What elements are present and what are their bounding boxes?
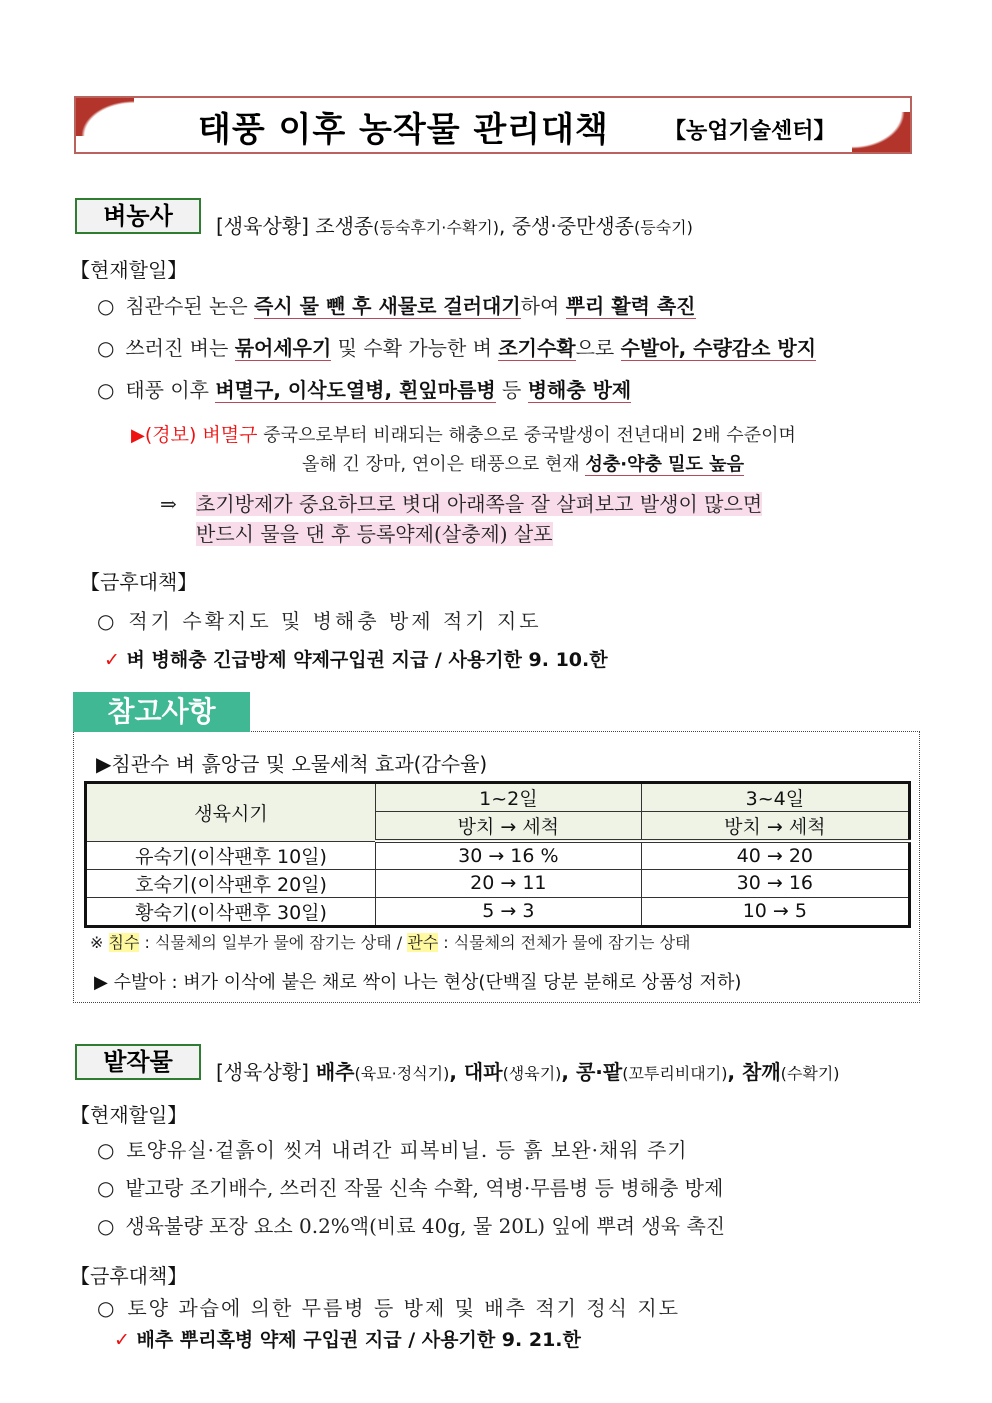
page-title: 태풍 이후 농작물 관리대책 bbox=[198, 110, 609, 150]
cell-value: 5 → 3 bbox=[376, 897, 642, 926]
emphasis-text: 묶어세우기 bbox=[234, 336, 332, 360]
warning-text: 중국으로부터 비래되는 해충으로 중국발생이 전년대비 2배 수준이며 bbox=[263, 425, 796, 446]
table-row bbox=[86, 897, 910, 926]
warning-text: 올해 긴 장마, 연이은 태풍으로 현재 bbox=[302, 454, 586, 475]
section-tag-rice: 벼농사 bbox=[75, 198, 201, 234]
circle-bullet-icon: ○ bbox=[97, 336, 115, 360]
status-text: (꼬투리비대기) bbox=[622, 1064, 728, 1083]
status-label: [생육상황] bbox=[216, 1060, 309, 1084]
header-sub: 방치 → 세척 bbox=[641, 812, 909, 842]
page-subtitle: 【농업기술센터】 bbox=[664, 119, 836, 144]
status-text: , 참깨 bbox=[727, 1060, 781, 1084]
status-text: 조생종 bbox=[308, 214, 374, 238]
item-text: 쓰러진 벼는 bbox=[125, 336, 235, 360]
rice-voucher-note bbox=[104, 645, 608, 672]
note-mark: ※ bbox=[90, 933, 109, 952]
rice-status-line bbox=[216, 210, 693, 239]
cell-value: 30 → 16 % bbox=[376, 841, 642, 869]
field-current-item bbox=[97, 1210, 725, 1239]
table-row bbox=[86, 841, 910, 869]
cell-stage: 유숙기(이삭팬후 10일) bbox=[86, 841, 376, 869]
circle-bullet-icon: ○ bbox=[97, 1138, 116, 1162]
checkmark-icon: ✓ bbox=[104, 649, 120, 671]
advice-line-2 bbox=[196, 518, 553, 547]
status-label: [생육상황] bbox=[216, 214, 309, 238]
status-text: , 대파 bbox=[449, 1060, 503, 1084]
section-tag-reference: 참고사항 bbox=[73, 692, 250, 732]
emphasis-text: 뿌리 활력 촉진 bbox=[565, 294, 696, 318]
item-text: 으로 bbox=[575, 336, 621, 360]
field-voucher-note bbox=[114, 1325, 581, 1352]
circle-bullet-icon: ○ bbox=[97, 294, 115, 318]
item-text: 하여 bbox=[520, 294, 566, 318]
item-text: 생육불량 포장 요소 0.2%액(비료 40g, 물 20L) 잎에 뿌려 생육 촉진 bbox=[125, 1214, 726, 1238]
rice-current-item bbox=[97, 290, 696, 319]
item-text: 토양 과습에 의한 무름병 등 방제 및 배추 적기 정식 지도 bbox=[127, 1296, 680, 1320]
field-current-heading: 【현재할일】 bbox=[70, 1103, 188, 1127]
item-text: 밭고랑 조기배수, 쓰러진 작물 신속 수확, 역병·무름병 등 병해충 방제 bbox=[125, 1176, 724, 1200]
banner-corner-decoration bbox=[852, 112, 912, 154]
definition-text: : 식물체의 일부가 물에 잠기는 상태 / bbox=[139, 933, 408, 952]
circle-bullet-icon: ○ bbox=[97, 378, 115, 402]
title-banner bbox=[74, 96, 912, 154]
emphasis-text: 병해충 방제 bbox=[527, 378, 632, 402]
triangle-marker-icon: ▶ bbox=[131, 425, 145, 446]
status-text: (등숙후기·수확기) bbox=[373, 218, 499, 237]
cell-value: 40 → 20 bbox=[641, 841, 909, 869]
advice-text: 초기방제가 중요하므로 볏대 아래쪽을 잘 살펴보고 발생이 많으면 bbox=[196, 492, 763, 516]
field-current-item bbox=[97, 1172, 723, 1201]
cell-stage: 호숙기(이삭팬후 20일) bbox=[86, 869, 376, 897]
planthopper-warning bbox=[131, 420, 796, 447]
status-text: , 중생·중만생종 bbox=[498, 214, 634, 238]
rice-current-item bbox=[97, 332, 816, 361]
cell-value: 30 → 16 bbox=[641, 869, 909, 897]
status-text: (생육기) bbox=[502, 1064, 562, 1083]
reference-table-title: ▶침관수 벼 흙앙금 및 오물세척 효과(감수율) bbox=[96, 752, 488, 776]
voucher-text: 벼 병해충 긴급방제 약제구입권 지급 / 사용기한 9. 10.한 bbox=[126, 649, 608, 671]
emphasis-text: 벼멸구, 이삭도열병, 흰잎마름병 bbox=[215, 378, 496, 402]
header-3-4-days: 3~4일 bbox=[641, 783, 909, 812]
field-future-item bbox=[97, 1292, 680, 1321]
item-text: 태풍 이후 bbox=[125, 378, 216, 402]
circle-bullet-icon: ○ bbox=[97, 1296, 117, 1320]
emphasis-text: 성충·약충 밀도 높음 bbox=[585, 454, 744, 475]
rice-current-item bbox=[97, 374, 631, 403]
status-text: , 콩·팥 bbox=[561, 1060, 623, 1084]
item-text: 적기 수확지도 및 병해충 방제 적기 지도 bbox=[128, 609, 542, 633]
emphasis-text: 조기수확 bbox=[498, 336, 576, 360]
status-text: 배추 bbox=[308, 1060, 355, 1084]
field-current-item bbox=[97, 1134, 688, 1163]
definition-note bbox=[90, 930, 691, 953]
circle-bullet-icon: ○ bbox=[97, 609, 118, 633]
implies-arrow-icon: ⇒ bbox=[160, 492, 177, 516]
banner-corner-decoration bbox=[74, 96, 134, 136]
header-1-2-days: 1~2일 bbox=[376, 783, 642, 812]
term-highlight: 관수 bbox=[407, 933, 439, 952]
cell-stage: 황숙기(이삭팬후 30일) bbox=[86, 897, 376, 926]
section-tag-field-crops: 밭작물 bbox=[75, 1044, 201, 1080]
checkmark-icon: ✓ bbox=[114, 1329, 130, 1351]
field-status-line bbox=[216, 1056, 840, 1085]
circle-bullet-icon: ○ bbox=[97, 1176, 115, 1200]
cell-value: 10 → 5 bbox=[641, 897, 909, 926]
advice-line-1 bbox=[160, 488, 762, 517]
planthopper-warning-line2 bbox=[302, 450, 744, 476]
item-text: 토양유실·겉흙이 씻겨 내려간 피복비닐. 등 흙 보완·채워 주기 bbox=[126, 1138, 688, 1162]
emphasis-text: 즉시 물 뺀 후 새물로 걸러대기 bbox=[254, 294, 521, 318]
emphasis-text: 수발아, 수량감소 방지 bbox=[620, 336, 817, 360]
advice-text: 반드시 물을 댄 후 등록약제(살충제) 살포 bbox=[196, 522, 553, 546]
definition-text: : 식물체의 전체가 물에 잠기는 상태 bbox=[438, 933, 691, 952]
item-text: 침관수된 논은 bbox=[125, 294, 254, 318]
rice-future-heading: 【금후대책】 bbox=[80, 570, 198, 594]
cell-value: 20 → 11 bbox=[376, 869, 642, 897]
status-text: (수확기) bbox=[780, 1064, 840, 1083]
header-sub: 방치 → 세척 bbox=[376, 812, 642, 842]
rice-future-item bbox=[97, 605, 542, 634]
rice-current-heading: 【현재할일】 bbox=[70, 258, 188, 282]
warning-label: (경보) 벼멸구 bbox=[144, 424, 258, 446]
field-future-heading: 【금후대책】 bbox=[70, 1264, 188, 1288]
sprouting-definition: ▶ 수발아 : 벼가 이삭에 붙은 채로 싹이 나는 현상(단백질 당분 분해로 상품성 저하) bbox=[94, 972, 742, 993]
washing-effect-table bbox=[84, 781, 911, 928]
term-highlight: 침수 bbox=[108, 933, 140, 952]
table-row bbox=[86, 869, 910, 897]
header-growth-stage: 생육시기 bbox=[86, 783, 376, 842]
circle-bullet-icon: ○ bbox=[97, 1214, 115, 1238]
item-text: 및 수확 가능한 벼 bbox=[331, 336, 499, 360]
status-text: (육묘·정식기) bbox=[354, 1064, 450, 1083]
voucher-text: 배추 뿌리혹병 약제 구입권 지급 / 사용기한 9. 21.한 bbox=[136, 1329, 581, 1351]
status-text: (등숙기) bbox=[633, 218, 693, 237]
item-text: 등 bbox=[495, 378, 528, 402]
